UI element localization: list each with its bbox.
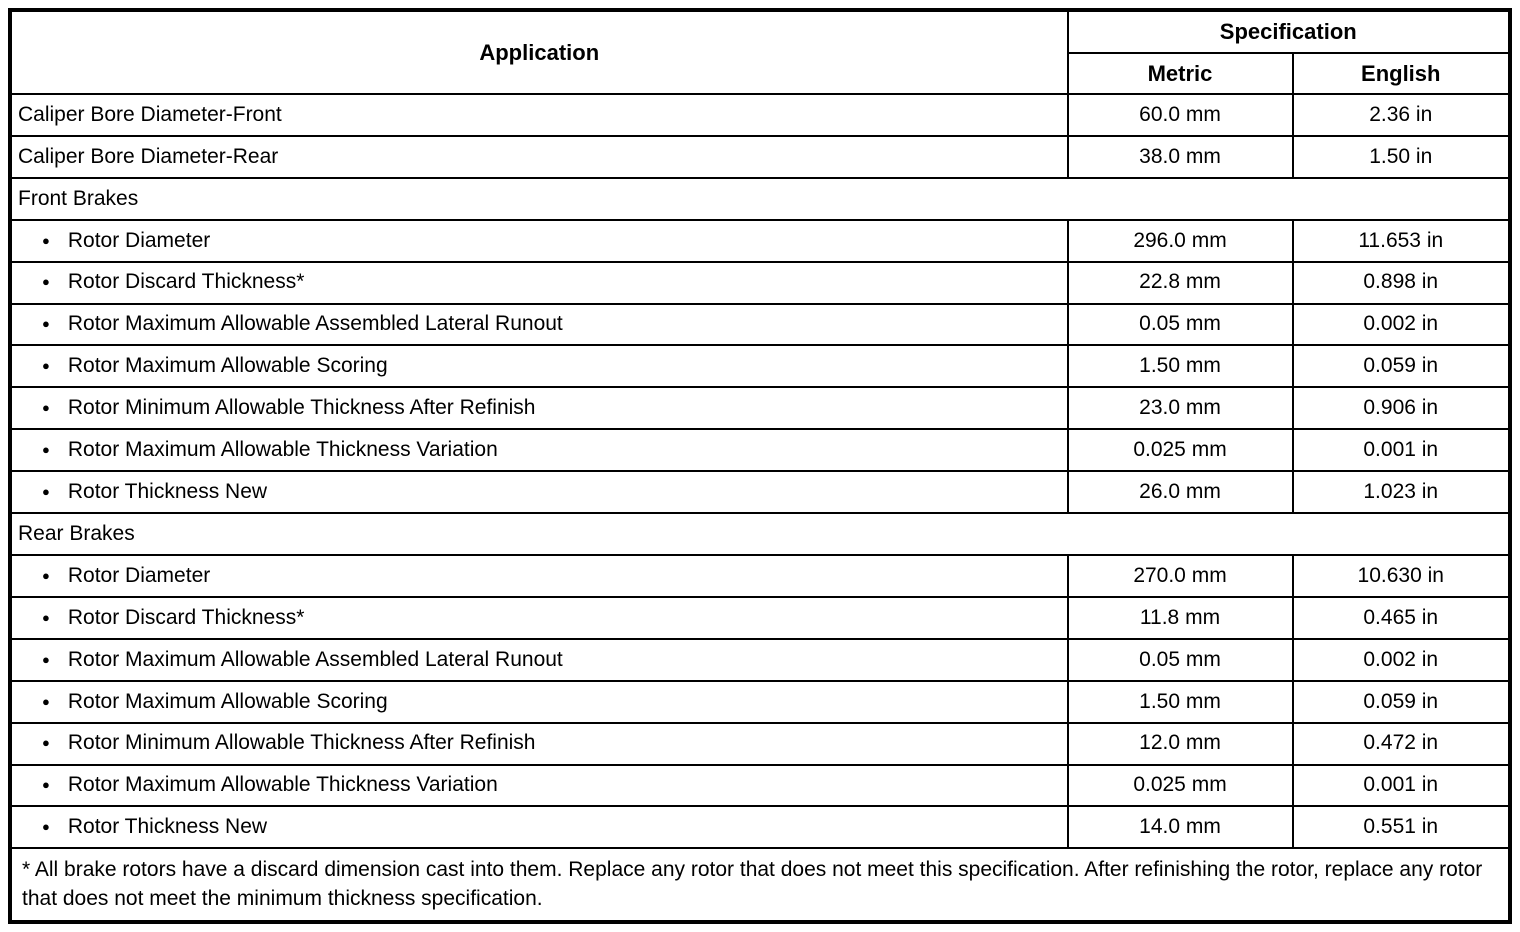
footnote-text: * All brake rotors have a discard dimension cast into them. Replace any rotor that does not meet this specification. After refinishing the rotor, replace any rotor that does not meet the minimum thickness specification. [10, 848, 1510, 922]
application-label: Rotor Diameter [67, 228, 211, 252]
metric-value: 0.025 mm [1068, 429, 1293, 471]
table-row [10, 639, 1510, 681]
table-row [10, 136, 1510, 178]
application-cell [10, 471, 1068, 513]
table-row [10, 597, 1510, 639]
application-label: Rotor Maximum Allowable Thickness Variation [67, 773, 498, 797]
metric-value: 14.0 mm [1068, 806, 1293, 848]
table-row [10, 387, 1510, 429]
application-label: Rotor Thickness New [67, 479, 268, 503]
bullet-icon: ● [42, 609, 50, 625]
section-row [10, 178, 1510, 220]
table-row [10, 304, 1510, 346]
table-row [10, 471, 1510, 513]
metric-value: 38.0 mm [1068, 136, 1293, 178]
metric-value: 0.05 mm [1068, 639, 1293, 681]
application-cell [10, 639, 1068, 681]
metric-value: 22.8 mm [1068, 262, 1293, 304]
english-value: 0.551 in [1293, 806, 1511, 848]
bullet-icon: ● [42, 693, 50, 709]
application-label: Rotor Minimum Allowable Thickness After Refinish [67, 731, 536, 755]
english-value: 1.023 in [1293, 471, 1511, 513]
section-label: Front Brakes [10, 178, 1510, 220]
header-row-top [10, 10, 1510, 53]
application-cell [10, 806, 1068, 848]
application-cell [10, 94, 1068, 136]
metric-value: 0.025 mm [1068, 765, 1293, 807]
application-column-header: Application [10, 10, 1068, 94]
application-cell [10, 429, 1068, 471]
application-label: Rotor Minimum Allowable Thickness After Refinish [67, 396, 536, 420]
metric-column-header: Metric [1068, 53, 1293, 95]
section-row [10, 513, 1510, 555]
table-row [10, 94, 1510, 136]
metric-value: 1.50 mm [1068, 345, 1293, 387]
application-cell [10, 597, 1068, 639]
english-value: 0.001 in [1293, 429, 1511, 471]
bullet-icon: ● [42, 567, 50, 583]
bullet-icon: ● [42, 819, 50, 835]
metric-value: 23.0 mm [1068, 387, 1293, 429]
table-body [10, 94, 1510, 848]
table-row [10, 723, 1510, 765]
table-footer [10, 848, 1510, 922]
english-column-header: English [1293, 53, 1511, 95]
bullet-icon: ● [42, 442, 50, 458]
application-cell [10, 765, 1068, 807]
english-value: 11.653 in [1293, 220, 1511, 262]
metric-value: 60.0 mm [1068, 94, 1293, 136]
application-label: Rotor Thickness New [67, 815, 268, 839]
application-cell [10, 345, 1068, 387]
bullet-icon: ● [42, 400, 50, 416]
english-value: 0.906 in [1293, 387, 1511, 429]
english-value: 0.002 in [1293, 639, 1511, 681]
english-value: 0.465 in [1293, 597, 1511, 639]
application-cell [10, 220, 1068, 262]
table-row [10, 765, 1510, 807]
metric-value: 0.05 mm [1068, 304, 1293, 346]
specification-column-header: Specification [1068, 10, 1511, 53]
english-value: 0.001 in [1293, 765, 1511, 807]
english-value: 0.002 in [1293, 304, 1511, 346]
table-row [10, 681, 1510, 723]
bullet-icon: ● [42, 232, 50, 248]
application-cell [10, 304, 1068, 346]
application-cell [10, 681, 1068, 723]
table-row [10, 262, 1510, 304]
application-cell [10, 136, 1068, 178]
metric-value: 26.0 mm [1068, 471, 1293, 513]
metric-value: 296.0 mm [1068, 220, 1293, 262]
bullet-icon: ● [42, 777, 50, 793]
metric-value: 270.0 mm [1068, 555, 1293, 597]
english-value: 0.059 in [1293, 681, 1511, 723]
application-label: Rotor Maximum Allowable Assembled Lateral Runout [67, 312, 563, 336]
bullet-icon: ● [42, 651, 50, 667]
english-value: 2.36 in [1293, 94, 1511, 136]
metric-value: 12.0 mm [1068, 723, 1293, 765]
brake-specifications-table [8, 8, 1512, 924]
metric-value: 11.8 mm [1068, 597, 1293, 639]
table-row [10, 345, 1510, 387]
application-label: Rotor Diameter [67, 563, 211, 587]
application-label: Rotor Discard Thickness* [67, 270, 305, 294]
table-header [10, 10, 1510, 94]
application-label: Caliper Bore Diameter-Front [18, 102, 282, 126]
bullet-icon: ● [42, 316, 50, 332]
table-row [10, 429, 1510, 471]
section-label: Rear Brakes [10, 513, 1510, 555]
application-label: Rotor Maximum Allowable Scoring [67, 354, 388, 378]
application-label: Rotor Maximum Allowable Scoring [67, 689, 388, 713]
application-cell [10, 262, 1068, 304]
application-cell [10, 555, 1068, 597]
metric-value: 1.50 mm [1068, 681, 1293, 723]
table-row [10, 806, 1510, 848]
english-value: 0.898 in [1293, 262, 1511, 304]
application-label: Rotor Maximum Allowable Thickness Variation [67, 438, 498, 462]
english-value: 1.50 in [1293, 136, 1511, 178]
application-label: Rotor Maximum Allowable Assembled Lateral Runout [67, 647, 563, 671]
table-row [10, 555, 1510, 597]
bullet-icon: ● [42, 274, 50, 290]
application-cell [10, 387, 1068, 429]
table-row [10, 220, 1510, 262]
application-label: Caliper Bore Diameter-Rear [18, 144, 279, 168]
application-cell [10, 723, 1068, 765]
english-value: 10.630 in [1293, 555, 1511, 597]
footnote-row [10, 848, 1510, 922]
bullet-icon: ● [42, 483, 50, 499]
application-label: Rotor Discard Thickness* [67, 605, 305, 629]
english-value: 0.059 in [1293, 345, 1511, 387]
english-value: 0.472 in [1293, 723, 1511, 765]
bullet-icon: ● [42, 358, 50, 374]
bullet-icon: ● [42, 735, 50, 751]
